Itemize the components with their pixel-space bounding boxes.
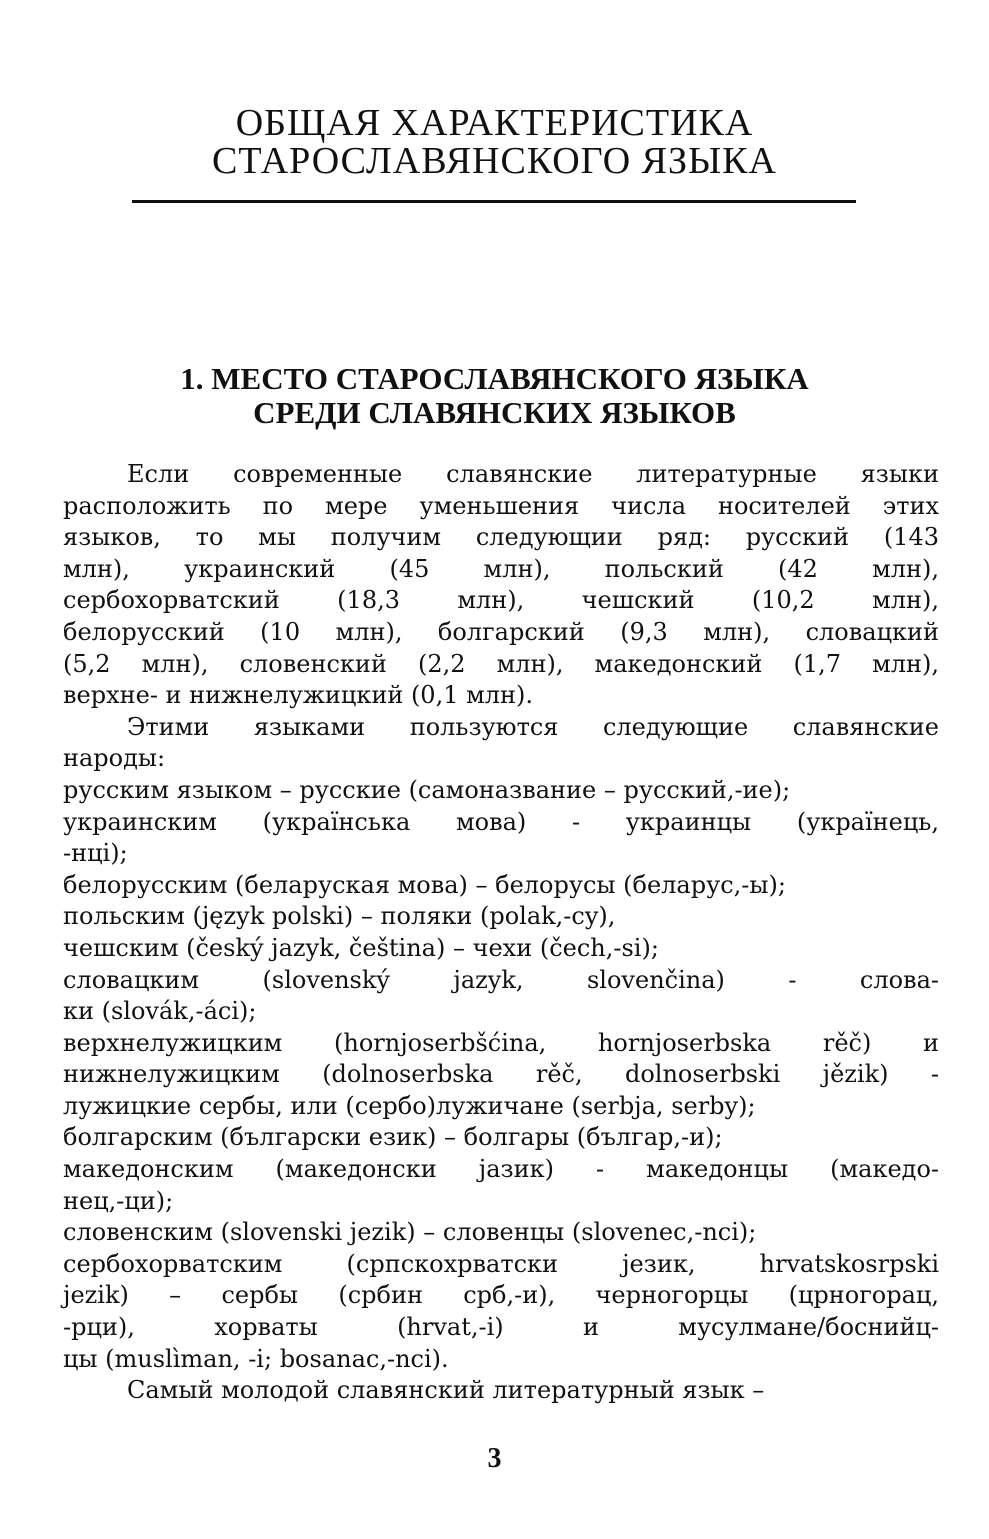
text-line: нец,-ци); xyxy=(63,1186,174,1215)
text-line: Самый молодой славянский литературный язык – xyxy=(127,1376,765,1405)
text-line: польским (język polski) – поляки (polak,-cy), xyxy=(63,902,616,931)
text-line: -нці); xyxy=(63,839,128,868)
chapter-title-line: ОБЩАЯ ХАРАКТЕРИСТИКА xyxy=(235,102,754,144)
text-line: расположить по мере уменьшения числа носителей этих xyxy=(63,491,939,520)
section-title-line: 1. МЕСТО СТАРОСЛАВЯНСКОГО ЯЗЫКА xyxy=(180,361,809,396)
text-line: белорусским (беларуская мова) – белорусы (беларус,-ы); xyxy=(63,870,786,899)
text-line: словацким (slovenský jazyk, slovenčina) - слова- xyxy=(63,965,939,994)
text-line: белорусский (10 млн), болгарский (9,3 млн), словацкий xyxy=(63,617,939,646)
text-line: цы (muslìman, -i; bosanac,-nci). xyxy=(63,1344,449,1373)
text-line: -рци), хорваты (hrvat,-i) и мусулмане/боснийц- xyxy=(63,1313,939,1342)
body-text xyxy=(63,459,939,1407)
text-line: македонским (македонски jазик) - македонцы (македо- xyxy=(63,1155,939,1184)
text-line: лужицкие сербы, или (сербо)лужичане (serbja, serby); xyxy=(63,1091,756,1120)
text-line: болгарским (български език) – болгары (българ,-и); xyxy=(63,1123,723,1152)
text-line: нижнелужицким (dolnoserbska rěč, dolnoserbski jězik) - xyxy=(63,1060,939,1089)
chapter-title-line: СТАРОСЛАВЯНСКОГО ЯЗЫКА xyxy=(212,140,777,182)
text-line: верхне- и нижнелужицкий (0,1 млн). xyxy=(63,681,534,710)
section-title xyxy=(0,362,989,430)
text-line: словенским (slovenski jezik) – словенцы (slovenec,-nci); xyxy=(63,1218,757,1247)
chapter-title xyxy=(0,104,989,180)
text-line: украинским (українська мова) - украинцы (українець, xyxy=(63,807,939,836)
text-line: (5,2 млн), словенский (2,2 млн), македонский (1,7 млн), xyxy=(63,649,939,678)
text-line: сербохорватским (српскохрватски језик, hrvatskosrpski xyxy=(63,1249,939,1278)
text-line: млн), украинский (45 млн), польский (42 млн), xyxy=(63,554,939,583)
section-title-line: СРЕДИ СЛАВЯНСКИХ ЯЗЫКОВ xyxy=(253,395,736,430)
text-line: ки (slovák,-áci); xyxy=(63,997,257,1026)
text-line: сербохорватский (18,3 млн), чешский (10,2 млн), xyxy=(63,586,939,615)
text-line: русским языком – русские (самоназвание – русский,-ие); xyxy=(63,775,791,804)
page-number: 3 xyxy=(487,1443,502,1474)
text-line: jezik) – сербы (србин срб,-и), черногорцы (црногорац, xyxy=(63,1281,939,1310)
text-line: Этими языками пользуются следующие славянские xyxy=(127,712,939,741)
title-divider xyxy=(132,200,856,203)
text-line: народы: xyxy=(63,744,166,773)
text-line: верхнелужицким (hornjoserbšćina, hornjoserbska rěč) и xyxy=(63,1028,939,1057)
text-line: языков, то мы получим следующии ряд: русский (143 xyxy=(63,523,939,552)
text-line: чешским (český jazyk, čeština) – чехи (čech,-si); xyxy=(63,933,659,962)
text-line: Если современные славянские литературные языки xyxy=(127,460,939,488)
